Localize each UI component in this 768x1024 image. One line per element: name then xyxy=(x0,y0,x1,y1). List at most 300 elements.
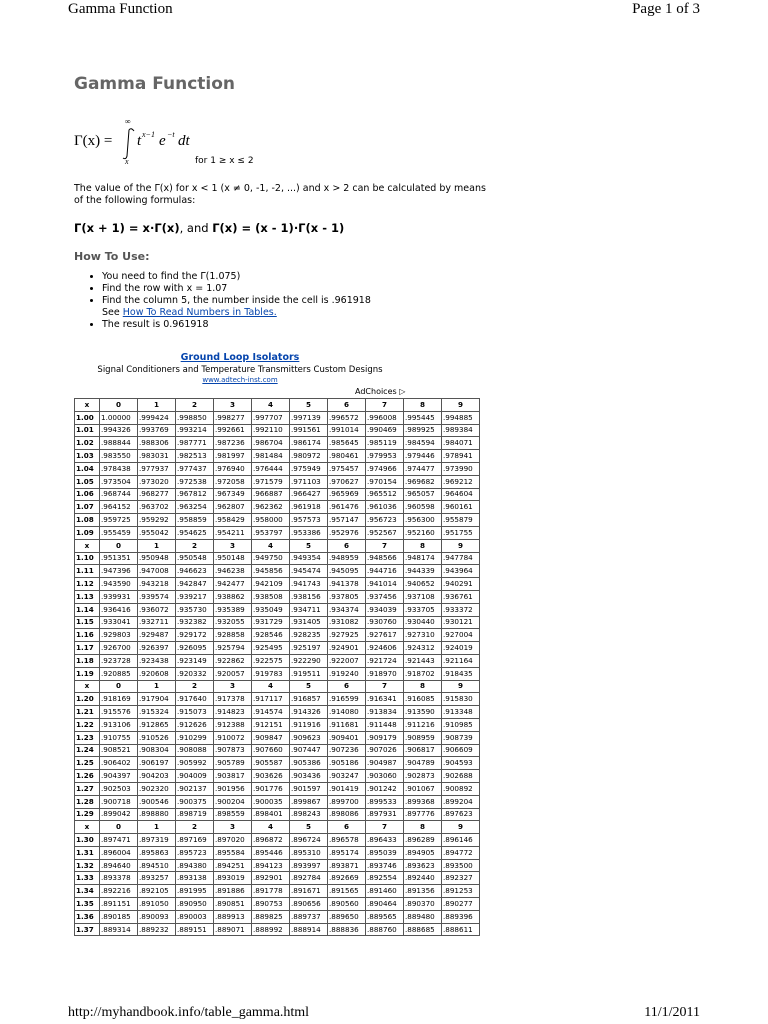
table-cell: .927617 xyxy=(366,629,404,642)
table-cell: .892669 xyxy=(328,872,366,885)
table-cell: .927004 xyxy=(442,629,480,642)
table-cell: .961476 xyxy=(328,501,366,514)
table-cell: .910755 xyxy=(100,731,138,744)
table-cell: .904593 xyxy=(442,757,480,770)
table-cell: .910985 xyxy=(442,718,480,731)
table-cell: .895723 xyxy=(176,846,214,859)
table-cell: .915324 xyxy=(138,706,176,719)
table-row xyxy=(75,475,480,488)
table-cell: .927310 xyxy=(404,629,442,642)
table-cell: .955042 xyxy=(138,526,176,539)
row-x-value: 1.04 xyxy=(75,462,100,475)
table-cell: .900204 xyxy=(214,795,252,808)
table-cell: .891151 xyxy=(100,898,138,911)
column-header: 2 xyxy=(176,399,214,412)
ad-block[interactable] xyxy=(74,352,406,384)
table-cell: .897623 xyxy=(442,808,480,821)
table-cell: .930760 xyxy=(366,616,404,629)
table-cell: .953386 xyxy=(290,526,328,539)
table-cell: .986704 xyxy=(252,437,290,450)
table-row xyxy=(75,846,480,859)
table-cell: .893997 xyxy=(290,859,328,872)
table-cell: .966887 xyxy=(252,488,290,501)
table-cell: .961036 xyxy=(366,501,404,514)
table-cell: .894123 xyxy=(252,859,290,872)
table-cell: .919240 xyxy=(328,667,366,680)
column-header: 8 xyxy=(404,680,442,693)
column-header: 4 xyxy=(252,399,290,412)
table-cell: .888685 xyxy=(404,923,442,936)
column-header: 7 xyxy=(366,821,404,834)
table-cell: .971103 xyxy=(290,475,328,488)
table-cell: .936072 xyxy=(138,603,176,616)
column-header: 3 xyxy=(214,539,252,552)
formula-upper-limit: ∞ xyxy=(125,117,131,126)
table-row xyxy=(75,437,480,450)
table-cell: .909179 xyxy=(366,731,404,744)
table-cell: .901242 xyxy=(366,782,404,795)
row-x-value: 1.37 xyxy=(75,923,100,936)
table-cell: .890753 xyxy=(252,898,290,911)
table-cell: .890656 xyxy=(290,898,328,911)
table-cell: .898086 xyxy=(328,808,366,821)
column-header: 6 xyxy=(328,539,366,552)
ad-url-link[interactable]: www.adtech-inst.com xyxy=(202,376,278,384)
table-cell: .902873 xyxy=(404,770,442,783)
table-cell: .914080 xyxy=(328,706,366,719)
column-header: 0 xyxy=(100,539,138,552)
table-cell: .987771 xyxy=(176,437,214,450)
table-cell: .932055 xyxy=(214,616,252,629)
formula-exp1: x−1 xyxy=(142,130,155,139)
row-x-value: 1.27 xyxy=(75,782,100,795)
column-header: 6 xyxy=(328,399,366,412)
table-cell: .913348 xyxy=(442,706,480,719)
table-cell: .919783 xyxy=(252,667,290,680)
table-cell: .898559 xyxy=(214,808,252,821)
table-cell: .892327 xyxy=(442,872,480,885)
ad-subtitle: Signal Conditioners and Temperature Transmitters Custom Designs xyxy=(97,365,383,375)
table-cell: .924901 xyxy=(328,642,366,655)
table-cell: .939217 xyxy=(176,590,214,603)
table-cell: .962807 xyxy=(214,501,252,514)
table-cell: .964152 xyxy=(100,501,138,514)
table-cell: .909401 xyxy=(328,731,366,744)
table-cell: .888611 xyxy=(442,923,480,936)
table-cell: .945474 xyxy=(290,565,328,578)
table-cell: .920057 xyxy=(214,667,252,680)
column-header: 2 xyxy=(176,821,214,834)
table-cell: .933372 xyxy=(442,603,480,616)
table-cell: .900546 xyxy=(138,795,176,808)
column-header: 5 xyxy=(290,821,328,834)
table-cell: .897319 xyxy=(138,834,176,847)
table-cell: .908959 xyxy=(404,731,442,744)
table-cell: .889396 xyxy=(442,910,480,923)
table-cell: .940291 xyxy=(442,578,480,591)
table-cell: .929803 xyxy=(100,629,138,642)
row-x-value: 1.08 xyxy=(75,514,100,527)
table-cell: .911681 xyxy=(328,718,366,731)
table-row xyxy=(75,693,480,706)
table-cell: .893138 xyxy=(176,872,214,885)
table-cell: .897776 xyxy=(404,808,442,821)
table-cell: .936761 xyxy=(442,590,480,603)
table-cell: .888914 xyxy=(290,923,328,936)
column-header: x xyxy=(75,399,100,412)
table-cell: .947008 xyxy=(138,565,176,578)
table-cell: .907873 xyxy=(214,744,252,757)
table-cell: .963702 xyxy=(138,501,176,514)
table-cell: .913834 xyxy=(366,706,404,719)
table-cell: .890851 xyxy=(214,898,252,911)
table-row xyxy=(75,552,480,565)
table-cell: .975949 xyxy=(290,462,328,475)
table-cell: .894510 xyxy=(138,859,176,872)
table-cell: .935049 xyxy=(252,603,290,616)
table-cell: .923149 xyxy=(176,654,214,667)
table-cell: .918702 xyxy=(404,667,442,680)
table-cell: .918435 xyxy=(442,667,480,680)
row-x-value: 1.31 xyxy=(75,846,100,859)
table-cell: .949750 xyxy=(252,552,290,565)
table-cell: .978941 xyxy=(442,450,480,463)
table-cell: .894772 xyxy=(442,846,480,859)
table-cell: .926700 xyxy=(100,642,138,655)
table-cell: .906817 xyxy=(404,744,442,757)
column-header: 5 xyxy=(290,680,328,693)
table-row xyxy=(75,718,480,731)
table-cell: .896146 xyxy=(442,834,480,847)
table-cell: .937108 xyxy=(404,590,442,603)
table-cell: .910072 xyxy=(214,731,252,744)
table-cell: .891671 xyxy=(290,885,328,898)
table-cell: .906197 xyxy=(138,757,176,770)
column-header: 2 xyxy=(176,539,214,552)
table-cell: .967349 xyxy=(214,488,252,501)
table-cell: .918970 xyxy=(366,667,404,680)
table-cell: .904203 xyxy=(138,770,176,783)
table-cell: .928546 xyxy=(252,629,290,642)
table-cell: .981484 xyxy=(252,450,290,463)
table-cell: .911448 xyxy=(366,718,404,731)
table-cell: .890464 xyxy=(366,898,404,911)
table-row xyxy=(75,923,480,936)
table-cell: .921164 xyxy=(442,654,480,667)
table-cell: .957147 xyxy=(328,514,366,527)
table-cell: .903626 xyxy=(252,770,290,783)
table-cell: .922290 xyxy=(290,654,328,667)
table-cell: .948174 xyxy=(404,552,442,565)
page-title: Gamma Function xyxy=(74,74,236,94)
table-cell: .915830 xyxy=(442,693,480,706)
table-cell: .907026 xyxy=(366,744,404,757)
table-cell: .941378 xyxy=(328,578,366,591)
table-cell: .965969 xyxy=(328,488,366,501)
column-header: 7 xyxy=(366,680,404,693)
table-cell: .985645 xyxy=(328,437,366,450)
page-number: Page 1 of 3 xyxy=(632,1,700,17)
table-cell: .933705 xyxy=(404,603,442,616)
table-cell: .991561 xyxy=(290,424,328,437)
table-cell: .946238 xyxy=(214,565,252,578)
table-cell: .941014 xyxy=(366,578,404,591)
table-cell: .890277 xyxy=(442,898,480,911)
table-cell: .963254 xyxy=(176,501,214,514)
table-cell: .982513 xyxy=(176,450,214,463)
row-x-value: 1.33 xyxy=(75,872,100,885)
table-cell: .906609 xyxy=(442,744,480,757)
column-header: 3 xyxy=(214,399,252,412)
row-x-value: 1.16 xyxy=(75,629,100,642)
row-x-value: 1.20 xyxy=(75,693,100,706)
row-x-value: 1.14 xyxy=(75,603,100,616)
table-cell: .998277 xyxy=(214,411,252,424)
table-row xyxy=(75,667,480,680)
row-x-value: 1.29 xyxy=(75,808,100,821)
table-cell: .925495 xyxy=(252,642,290,655)
table-cell: .969212 xyxy=(442,475,480,488)
identity-2: Γ(x) = (x - 1)·Γ(x - 1) xyxy=(212,221,345,235)
gamma-table xyxy=(74,398,480,936)
table-cell: .914326 xyxy=(290,706,328,719)
table-cell: .892440 xyxy=(404,872,442,885)
column-header: 7 xyxy=(366,539,404,552)
table-cell: .974966 xyxy=(366,462,404,475)
table-cell: .942477 xyxy=(214,578,252,591)
column-header: 4 xyxy=(252,539,290,552)
table-row xyxy=(75,910,480,923)
table-cell: .905789 xyxy=(214,757,252,770)
table-cell: .888760 xyxy=(366,923,404,936)
table-cell: .989925 xyxy=(404,424,442,437)
table-cell: .927925 xyxy=(328,629,366,642)
table-cell: .948566 xyxy=(366,552,404,565)
table-cell: .917378 xyxy=(214,693,252,706)
row-x-value: 1.03 xyxy=(75,450,100,463)
page-header-title: Gamma Function xyxy=(68,1,173,17)
table-cell: .918169 xyxy=(100,693,138,706)
table-cell: .941743 xyxy=(290,578,328,591)
table-cell: .934711 xyxy=(290,603,328,616)
row-x-value: 1.07 xyxy=(75,501,100,514)
table-cell: .896578 xyxy=(328,834,366,847)
table-cell: .988844 xyxy=(100,437,138,450)
table-cell: .925197 xyxy=(290,642,328,655)
table-cell: .909623 xyxy=(290,731,328,744)
table-row xyxy=(75,450,480,463)
column-header: x xyxy=(75,821,100,834)
table-cell: .896289 xyxy=(404,834,442,847)
column-header: 8 xyxy=(404,539,442,552)
table-cell: .970154 xyxy=(366,475,404,488)
table-cell: .993214 xyxy=(176,424,214,437)
column-header: 5 xyxy=(290,539,328,552)
column-header: 9 xyxy=(442,539,480,552)
list-item: • Find the row with x = 1.07 xyxy=(102,283,522,295)
table-cell: .964604 xyxy=(442,488,480,501)
row-x-value: 1.17 xyxy=(75,642,100,655)
adchoices-link[interactable] xyxy=(355,387,405,396)
table-cell: .979446 xyxy=(404,450,442,463)
table-cell: .892784 xyxy=(290,872,328,885)
table-cell: .939574 xyxy=(138,590,176,603)
table-cell: .903817 xyxy=(214,770,252,783)
table-cell: .935730 xyxy=(176,603,214,616)
column-header: 1 xyxy=(138,680,176,693)
table-cell: .965512 xyxy=(366,488,404,501)
table-cell: .934374 xyxy=(328,603,366,616)
table-row xyxy=(75,629,480,642)
how-to-read-link[interactable]: How To Read Numbers in Tables. xyxy=(122,307,277,318)
table-cell: .898719 xyxy=(176,808,214,821)
column-header: 1 xyxy=(138,821,176,834)
column-header: x xyxy=(75,539,100,552)
table-cell: .894251 xyxy=(214,859,252,872)
table-cell: .987236 xyxy=(214,437,252,450)
table-cell: .920332 xyxy=(176,667,214,680)
table-cell: .902320 xyxy=(138,782,176,795)
row-x-value: 1.13 xyxy=(75,590,100,603)
table-cell: .895039 xyxy=(366,846,404,859)
column-header: 9 xyxy=(442,680,480,693)
row-x-value: 1.15 xyxy=(75,616,100,629)
row-x-value: 1.02 xyxy=(75,437,100,450)
table-cell: .898401 xyxy=(252,808,290,821)
table-header-row xyxy=(75,680,480,693)
table-cell: .992110 xyxy=(252,424,290,437)
table-cell: .899867 xyxy=(290,795,328,808)
table-cell: .890185 xyxy=(100,910,138,923)
table-cell: .889737 xyxy=(290,910,328,923)
table-cell: 1.00000 xyxy=(100,411,138,424)
table-cell: .891995 xyxy=(176,885,214,898)
formula-integrand: t xyxy=(137,133,142,149)
row-x-value: 1.09 xyxy=(75,526,100,539)
table-cell: .999424 xyxy=(138,411,176,424)
table-row xyxy=(75,590,480,603)
table-cell: .937805 xyxy=(328,590,366,603)
table-cell: .954211 xyxy=(214,526,252,539)
column-header: 1 xyxy=(138,539,176,552)
table-cell: .996008 xyxy=(366,411,404,424)
table-cell: .988306 xyxy=(138,437,176,450)
table-cell: .977937 xyxy=(138,462,176,475)
table-cell: .926397 xyxy=(138,642,176,655)
table-cell: .905186 xyxy=(328,757,366,770)
table-cell: .892554 xyxy=(366,872,404,885)
list-item: • The result is 0.961918 xyxy=(102,319,522,331)
table-cell: .983550 xyxy=(100,450,138,463)
row-x-value: 1.21 xyxy=(75,706,100,719)
table-cell: .902503 xyxy=(100,782,138,795)
formula-lhs: Γ(x) = xyxy=(74,133,113,149)
adchoices-label: AdChoices xyxy=(355,387,397,396)
table-cell: .924019 xyxy=(442,642,480,655)
row-x-value: 1.18 xyxy=(75,654,100,667)
table-row xyxy=(75,808,480,821)
table-cell: .924606 xyxy=(366,642,404,655)
table-cell: .914574 xyxy=(252,706,290,719)
table-cell: .984071 xyxy=(442,437,480,450)
table-cell: .905992 xyxy=(176,757,214,770)
row-x-value: 1.35 xyxy=(75,898,100,911)
table-cell: .952976 xyxy=(328,526,366,539)
table-row xyxy=(75,603,480,616)
table-cell: .974477 xyxy=(404,462,442,475)
table-cell: .972538 xyxy=(176,475,214,488)
table-cell: .968744 xyxy=(100,488,138,501)
table-cell: .891886 xyxy=(214,885,252,898)
table-cell: .893871 xyxy=(328,859,366,872)
table-cell: .888836 xyxy=(328,923,366,936)
table-cell: .943964 xyxy=(442,565,480,578)
table-cell: .912151 xyxy=(252,718,290,731)
table-cell: .910526 xyxy=(138,731,176,744)
table-cell: .973504 xyxy=(100,475,138,488)
table-cell: .900375 xyxy=(176,795,214,808)
table-cell: .977437 xyxy=(176,462,214,475)
table-cell: .923438 xyxy=(138,654,176,667)
table-cell: .931729 xyxy=(252,616,290,629)
table-cell: .899042 xyxy=(100,808,138,821)
table-cell: .961918 xyxy=(290,501,328,514)
ad-title-link[interactable]: Ground Loop Isolators xyxy=(180,352,300,363)
formula-dt: dt xyxy=(178,133,190,149)
table-cell: .894905 xyxy=(404,846,442,859)
formula-e: e xyxy=(159,133,166,149)
table-cell: .976444 xyxy=(252,462,290,475)
table-cell: .888992 xyxy=(252,923,290,936)
table-cell: .894380 xyxy=(176,859,214,872)
gamma-table-body xyxy=(75,399,480,936)
see-prefix: See xyxy=(102,307,123,318)
table-cell: .938862 xyxy=(214,590,252,603)
table-cell: .893378 xyxy=(100,872,138,885)
table-cell: .907236 xyxy=(328,744,366,757)
table-cell: .896872 xyxy=(252,834,290,847)
recurrence-formulas xyxy=(74,221,344,235)
table-row xyxy=(75,424,480,437)
table-cell: .908304 xyxy=(138,744,176,757)
table-cell: .965057 xyxy=(404,488,442,501)
table-cell: .904397 xyxy=(100,770,138,783)
table-cell: .991014 xyxy=(328,424,366,437)
table-cell: .889314 xyxy=(100,923,138,936)
table-cell: .950148 xyxy=(214,552,252,565)
table-cell: .973990 xyxy=(442,462,480,475)
formula-range: for 1 ≥ x ≤ 2 xyxy=(195,156,254,166)
table-cell: .960598 xyxy=(404,501,442,514)
table-cell: .933041 xyxy=(100,616,138,629)
table-cell: .997139 xyxy=(290,411,328,424)
table-cell: .934039 xyxy=(366,603,404,616)
table-cell: .955459 xyxy=(100,526,138,539)
table-cell: .890950 xyxy=(176,898,214,911)
table-cell: .950948 xyxy=(138,552,176,565)
row-x-value: 1.00 xyxy=(75,411,100,424)
table-cell: .947396 xyxy=(100,565,138,578)
table-cell: .962362 xyxy=(252,501,290,514)
column-header: 4 xyxy=(252,680,290,693)
table-cell: .945095 xyxy=(328,565,366,578)
table-cell: .897169 xyxy=(176,834,214,847)
table-cell: .956300 xyxy=(404,514,442,527)
table-cell: .930440 xyxy=(404,616,442,629)
table-row xyxy=(75,616,480,629)
table-cell: .912865 xyxy=(138,718,176,731)
table-cell: .912388 xyxy=(214,718,252,731)
